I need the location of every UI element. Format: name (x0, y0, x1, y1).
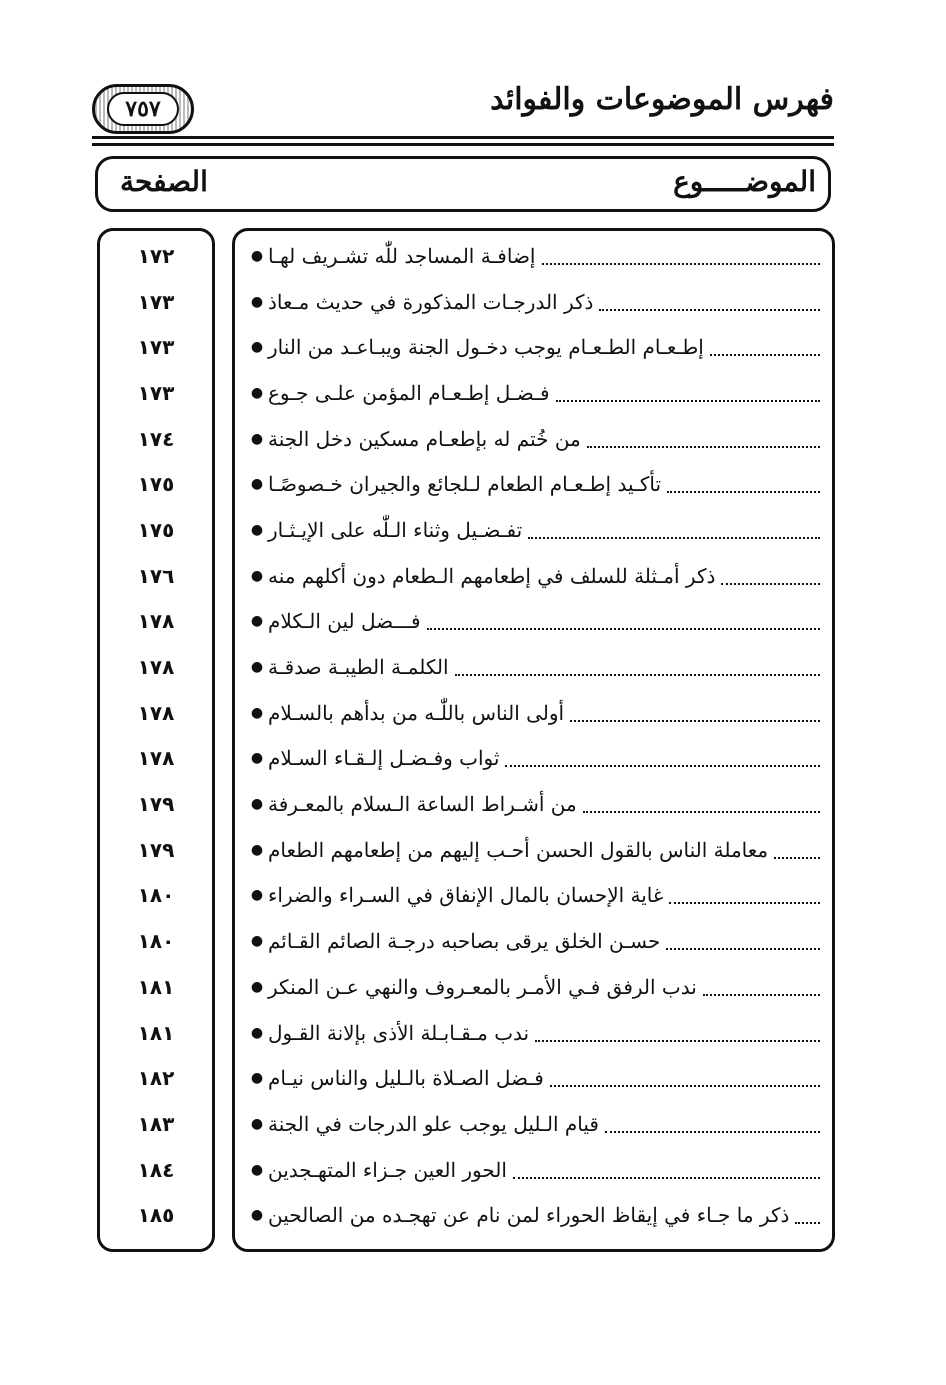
bullet-icon: ● (250, 796, 264, 813)
entry-title: الحور العين جـزاء المتهـجدين (268, 1157, 507, 1182)
dot-leader (513, 1177, 820, 1179)
entry-title: ندب الرفق فـي الأمـر بالمعـروف والنهي عـن المنكر (268, 974, 697, 999)
entry-title: معاملة الناس بالقول الحسن أحـب إليهم من إطعامهم الطعام (268, 837, 769, 862)
entry-page-number: ١٨١ (137, 1020, 175, 1045)
index-entry (240, 1147, 824, 1193)
bullet-icon: ● (250, 1070, 264, 1087)
bullet-icon: ● (250, 841, 264, 858)
index-entry (240, 416, 824, 462)
index-entry (240, 690, 824, 736)
index-entry (240, 736, 824, 782)
entry-page-number: ١٨٤ (137, 1157, 175, 1182)
column-header-box (95, 156, 831, 212)
entry-page-number: ١٧٣ (137, 380, 175, 405)
entry-page-number: ١٨٣ (137, 1111, 175, 1136)
entry-page-number: ١٧٢ (137, 243, 175, 268)
bullet-icon: ● (250, 430, 264, 447)
entry-title: إطـعـام الطـعـام يوجب دخـول الجنة ويبـاعـد من النار (268, 335, 704, 360)
entry-page-number: ١٧٣ (137, 335, 175, 360)
entry-page-number: ١٧٣ (137, 289, 175, 314)
bullet-icon: ● (250, 978, 264, 995)
dot-leader (605, 1131, 820, 1133)
entry-title: ثواب وفـضـل إلـقـاء السـلام (268, 746, 500, 771)
index-entry (240, 599, 824, 645)
entry-page-number: ١٧٨ (137, 655, 175, 680)
dot-leader (721, 583, 820, 585)
entry-title: ندب مـقـابـلة الأذى بإلانة القـول (268, 1020, 530, 1045)
entry-page-number: ١٧٨ (137, 746, 175, 771)
bullet-icon: ● (250, 339, 264, 356)
entry-title: تأكـيد إطـعـام الطعام لـلجائع والجيران خـصوصًـا (268, 472, 662, 497)
index-entry (240, 918, 824, 964)
dot-leader (587, 446, 820, 448)
index-entry (240, 553, 824, 599)
index-entry (240, 507, 824, 553)
index-page-numbers (100, 233, 212, 1238)
index-entry (240, 370, 824, 416)
index-entry (240, 873, 824, 919)
dot-leader (583, 811, 820, 813)
dot-leader (427, 628, 820, 630)
entry-title: ذكر ما جـاء في إيقاظ الحوراء لمن نام عن تهجـده من الصالحين (268, 1203, 790, 1228)
dot-leader (669, 902, 820, 904)
dot-leader (528, 537, 820, 539)
bullet-icon: ● (250, 613, 264, 630)
entry-page-number: ١٧٤ (137, 426, 175, 451)
dot-leader (667, 491, 820, 493)
subject-column-label: الموضـــــوع (673, 165, 816, 198)
header-rule-top (92, 136, 834, 139)
entry-title: غاية الإحسان بالمال الإنفاق في السـراء والضراء (268, 883, 664, 908)
dot-leader (774, 857, 820, 859)
dot-leader (556, 400, 820, 402)
entry-title: قيام الـليل يوجب علو الدرجات في الجنة (268, 1111, 599, 1136)
index-entry (240, 827, 824, 873)
index-entry (240, 644, 824, 690)
bullet-icon: ● (250, 750, 264, 767)
index-entry (240, 1101, 824, 1147)
index-entry (240, 461, 824, 507)
bullet-icon: ● (250, 1024, 264, 1041)
bullet-icon: ● (250, 247, 264, 264)
bullet-icon: ● (250, 567, 264, 584)
index-entry (240, 1010, 824, 1056)
entry-page-number: ١٨٢ (137, 1066, 175, 1091)
page-number-badge (92, 84, 194, 134)
dot-leader (542, 263, 821, 265)
bullet-icon: ● (250, 384, 264, 401)
dot-leader (666, 948, 820, 950)
dot-leader (795, 1222, 820, 1224)
entry-title: فـضـل إطـعـام المؤمن علـى جـوع (268, 380, 550, 405)
entry-title: ذكر الدرجـات المذكورة في حديث مـعاذ (268, 289, 594, 314)
entry-title: من أشـراط الساعة الـسلام بالمعـرفة (268, 792, 577, 817)
entry-page-number: ١٨٠ (137, 883, 175, 908)
index-entry (240, 1192, 824, 1238)
entry-page-number: ١٨٠ (137, 929, 175, 954)
entry-page-number: ١٧٩ (137, 792, 175, 817)
index-entry (240, 279, 824, 325)
page-column-label: الصفحة (120, 165, 208, 198)
entry-page-number: ١٨١ (137, 974, 175, 999)
entry-title: الكلمـة الطيبـة صدقـة (268, 655, 449, 680)
entry-title: أولى الناس باللّٰـه من بدأهم بالسـلام (268, 700, 565, 725)
entry-page-number: ١٧٨ (137, 609, 175, 634)
dot-leader (535, 1040, 820, 1042)
entry-title: ذكر أمـثلة للسلف في إطعامهم الـطعام دون أكلهم منه (268, 563, 716, 588)
entry-title: فـضل الصـلاة بالـليل والناس نيـام (268, 1066, 544, 1091)
entry-page-number: ١٨٥ (137, 1203, 175, 1228)
bullet-icon: ● (250, 476, 264, 493)
index-entry (240, 1055, 824, 1101)
bullet-icon: ● (250, 887, 264, 904)
header-rule-bottom (92, 143, 834, 146)
dot-leader (550, 1085, 820, 1087)
index-entries (240, 233, 824, 1238)
dot-leader (570, 720, 820, 722)
bullet-icon: ● (250, 521, 264, 538)
bullet-icon: ● (250, 1207, 264, 1224)
dot-leader (505, 765, 820, 767)
dot-leader (455, 674, 820, 676)
bullet-icon: ● (250, 1115, 264, 1132)
entry-page-number: ١٧٩ (137, 837, 175, 862)
entry-title: تفـضـيل وثناء الـلّٰه على الإيـثـار (268, 517, 523, 542)
entry-page-number: ١٧٥ (137, 517, 175, 542)
bullet-icon: ● (250, 933, 264, 950)
bullet-icon: ● (250, 659, 264, 676)
bullet-icon: ● (250, 704, 264, 721)
entry-page-number: ١٧٨ (137, 700, 175, 725)
dot-leader (599, 309, 820, 311)
entry-title: إضافـة المساجد للّٰه تشـريف لهـا (268, 243, 536, 268)
entry-page-number: ١٧٦ (137, 563, 175, 588)
dot-leader (703, 994, 820, 996)
entry-title: من خُتم له بإطعـام مسكين دخل الجنة (268, 426, 581, 451)
bullet-icon: ● (250, 293, 264, 310)
bullet-icon: ● (250, 1161, 264, 1178)
dot-leader (710, 354, 820, 356)
entry-title: فـــضل لين الـكلام (268, 609, 421, 634)
index-entry (240, 964, 824, 1010)
index-entry (240, 781, 824, 827)
entry-title: حسـن الخلق يرقى بصاحبه درجـة الصائم القـائم (268, 929, 661, 954)
running-header-title: فهرس الموضوعات والفوائد (490, 82, 834, 117)
entry-page-number: ١٧٥ (137, 472, 175, 497)
index-entry (240, 324, 824, 370)
page-number: ٧٥٧ (107, 92, 179, 126)
index-entry (240, 233, 824, 279)
